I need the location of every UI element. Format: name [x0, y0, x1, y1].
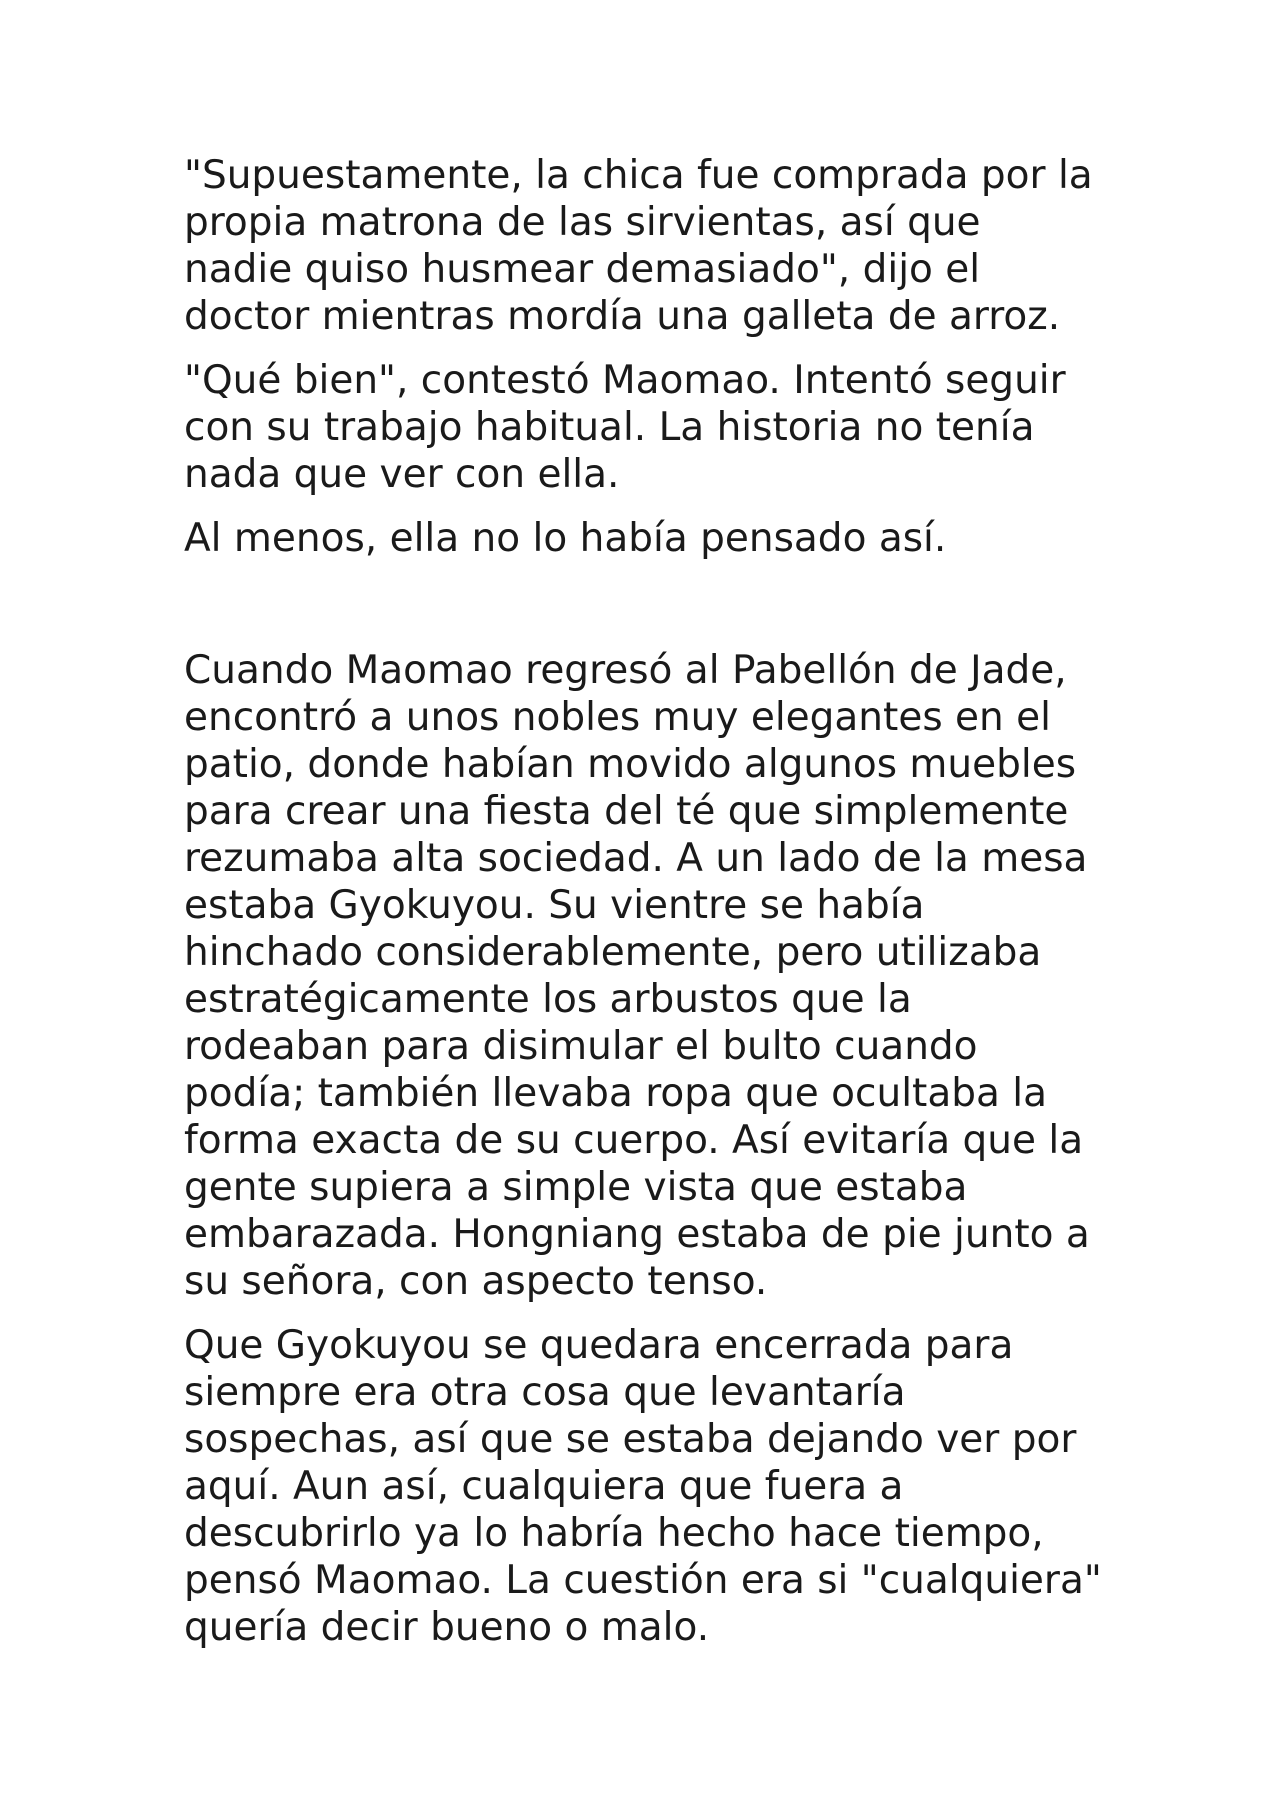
text-line: pensó Maomao. La cuestión era si "cualquiera"	[184, 1558, 1102, 1603]
paragraph-2	[184, 357, 1124, 498]
text-line: Cuando Maomao regresó al Pabellón de Jade,	[184, 648, 1067, 693]
text-line: encontró a unos nobles muy elegantes en el	[184, 695, 1051, 740]
text-line: sospechas, así que se estaba dejando ver por	[184, 1417, 1077, 1462]
text-line: estaba Gyokuyou. Su vientre se había	[184, 883, 925, 928]
text-line: "Qué bien", contestó Maomao. Intentó seguir	[184, 358, 1066, 403]
text-line: con su trabajo habitual. La historia no tenía	[184, 405, 1035, 450]
text-line: forma exacta de su cuerpo. Así evitaría que la	[184, 1118, 1084, 1163]
paragraph-5	[184, 1322, 1124, 1651]
text-line: embarazada. Hongniang estaba de pie junto a	[184, 1212, 1090, 1257]
text-line: hinchado considerablemente, pero utilizaba	[184, 930, 1042, 975]
text-line: quería decir bueno o malo.	[184, 1605, 710, 1650]
text-line: para crear una fiesta del té que simplemente	[184, 789, 1069, 834]
body-text	[184, 152, 1124, 1651]
text-line: rodeaban para disimular el bulto cuando	[184, 1024, 978, 1069]
text-line: su señora, con aspecto tenso.	[184, 1259, 768, 1304]
section-break	[184, 562, 1124, 647]
text-line: propia matrona de las sirvientas, así que	[184, 200, 981, 245]
text-line: Que Gyokuyou se quedara encerrada para	[184, 1323, 1014, 1368]
paragraph-3	[184, 515, 1124, 562]
text-line: gente supiera a simple vista que estaba	[184, 1165, 968, 1210]
text-line: aquí. Aun así, cualquiera que fuera a	[184, 1464, 904, 1509]
text-line: nadie quiso husmear demasiado", dijo el	[184, 247, 981, 292]
text-line: nada que ver con ella.	[184, 452, 620, 497]
text-line: rezumaba alta sociedad. A un lado de la mesa	[184, 836, 1088, 881]
text-line: podía; también llevaba ropa que ocultaba la	[184, 1071, 1048, 1116]
text-line: Al menos, ella no lo había pensado así.	[184, 516, 947, 561]
text-line: siempre era otra cosa que levantaría	[184, 1370, 906, 1415]
text-line: patio, donde habían movido algunos muebles	[184, 742, 1077, 787]
text-line: estratégicamente los arbustos que la	[184, 977, 912, 1022]
text-line: descubrirlo ya lo habría hecho hace tiempo,	[184, 1511, 1044, 1556]
paragraph-4	[184, 647, 1124, 1305]
paragraph-1	[184, 152, 1124, 340]
text-line: "Supuestamente, la chica fue comprada por la	[184, 153, 1093, 198]
text-line: doctor mientras mordía una galleta de arroz.	[184, 294, 1061, 339]
